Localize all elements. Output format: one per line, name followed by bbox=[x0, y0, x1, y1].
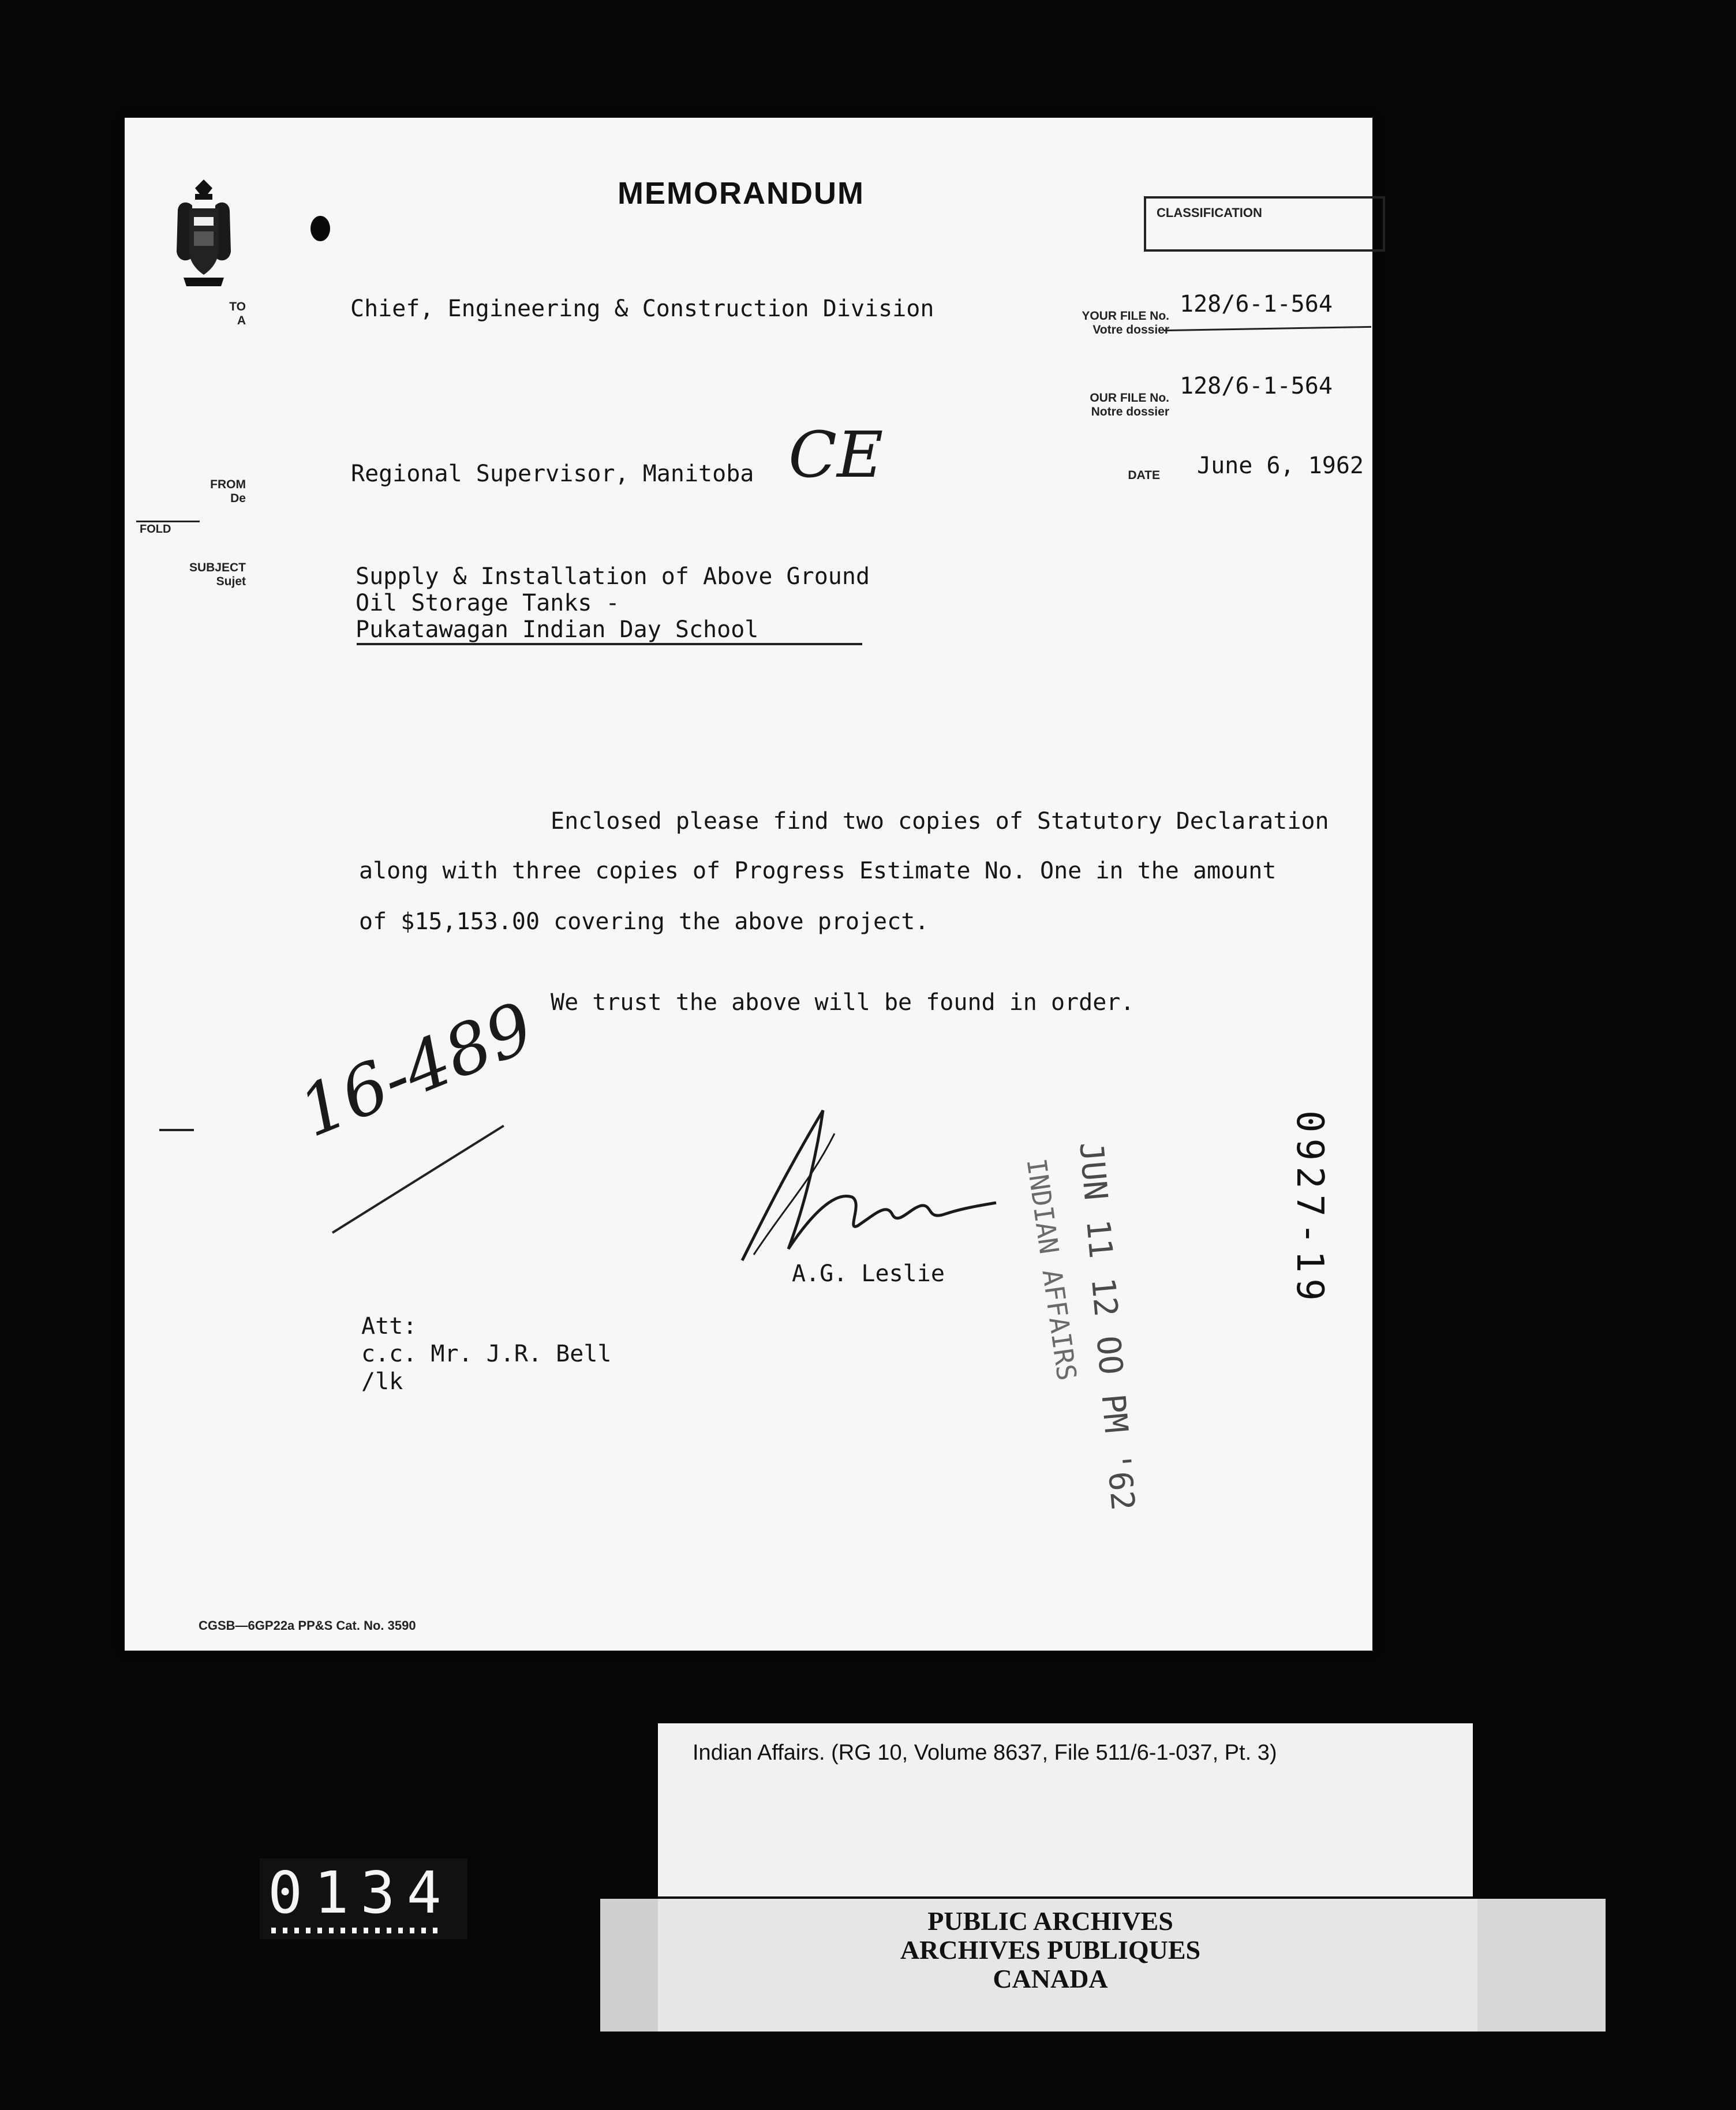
label-edge-right bbox=[1477, 1899, 1606, 2032]
coat-of-arms-icon bbox=[172, 177, 235, 292]
date-value: June 6, 1962 bbox=[1197, 452, 1364, 479]
classification-box bbox=[1144, 196, 1385, 252]
received-stamp-date: JUN 11 12 OO PM '62 bbox=[1072, 1140, 1142, 1512]
archives-line-1: PUBLIC ARCHIVES bbox=[927, 1906, 1173, 1936]
att-label: Att: bbox=[361, 1313, 417, 1340]
to-value: Chief, Engineering & Construction Division bbox=[350, 295, 934, 322]
body-closing: We trust the above will be found in order. bbox=[551, 989, 1135, 1016]
frame-counter-digits: 0134 bbox=[268, 1859, 453, 1926]
body-line-2: along with three copies of Progress Estimate No. One in the amount bbox=[359, 858, 1277, 884]
your-file-value: 128/6-1-564 bbox=[1180, 291, 1333, 317]
subject-underline bbox=[357, 643, 862, 645]
from-value: Regional Supervisor, Manitoba bbox=[351, 461, 754, 487]
cc-line: c.c. Mr. J.R. Bell bbox=[361, 1341, 612, 1367]
subject-line: Oil Storage Tanks - bbox=[356, 590, 620, 616]
margin-dash bbox=[159, 1129, 194, 1131]
archives-stamp bbox=[808, 1907, 1293, 1993]
fold-label: FOLD bbox=[140, 523, 171, 536]
frame-counter bbox=[260, 1858, 467, 1939]
our-file-value: 128/6-1-564 bbox=[1180, 373, 1333, 399]
archive-reference-card bbox=[658, 1723, 1473, 1896]
date-label: DATE bbox=[1128, 469, 1160, 482]
body-line-1: Enclosed please find two copies of Statutory Declaration bbox=[551, 808, 1329, 835]
typist-initials: /lk bbox=[361, 1368, 403, 1395]
signature-icon bbox=[719, 1099, 1019, 1272]
handwritten-initials: CE bbox=[788, 418, 884, 492]
received-stamp-department: INDIAN AFFAIRS bbox=[1020, 1157, 1083, 1383]
handwritten-file-number: 16-489 bbox=[288, 987, 545, 1153]
handwritten-underline bbox=[332, 1125, 504, 1234]
attachments-block bbox=[361, 1312, 611, 1396]
memo-title: MEMORANDUM bbox=[618, 176, 865, 211]
archives-line-3: CANADA bbox=[993, 1964, 1108, 1993]
archive-reference: Indian Affairs. (RG 10, Volume 8637, File 511/6-1-037, Pt. 3) bbox=[693, 1741, 1277, 1765]
subject-line: Pukatawagan Indian Day School bbox=[356, 616, 759, 643]
file-underline bbox=[1163, 326, 1371, 331]
archive-label-strip bbox=[600, 1899, 1606, 2032]
body-line-3: of $15,153.00 covering the above project. bbox=[359, 908, 929, 935]
archives-line-2: ARCHIVES PUBLIQUES bbox=[900, 1935, 1201, 1965]
form-number: CGSB—6GP22a PP&S Cat. No. 3590 bbox=[199, 1618, 416, 1633]
subject-text bbox=[356, 563, 870, 643]
stamped-number: 0927-19 bbox=[1288, 1110, 1331, 1307]
ink-blot bbox=[310, 216, 330, 241]
from-label: FROM De bbox=[210, 478, 246, 505]
classification-label: CLASSIFICATION bbox=[1157, 205, 1262, 220]
your-file-label: YOUR FILE No. Votre dossier bbox=[1082, 309, 1169, 336]
subject-label: SUBJECT Sujet bbox=[189, 561, 246, 588]
signatory-name: A.G. Leslie bbox=[792, 1260, 945, 1287]
to-label: TO A bbox=[229, 300, 246, 327]
label-edge-left bbox=[600, 1899, 658, 2032]
counter-sprockets bbox=[271, 1928, 444, 1933]
our-file-label: OUR FILE No. Notre dossier bbox=[1090, 391, 1169, 418]
memo-sheet bbox=[125, 118, 1372, 1651]
subject-line: Supply & Installation of Above Ground bbox=[356, 563, 870, 590]
